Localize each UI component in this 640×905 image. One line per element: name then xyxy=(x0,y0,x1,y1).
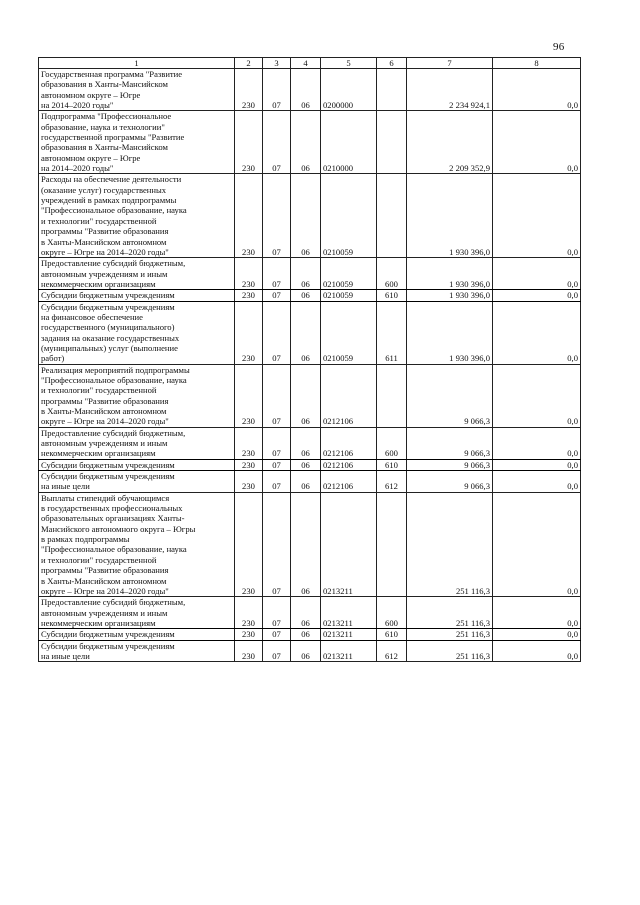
subsection-code-cell: 06 xyxy=(291,459,321,470)
amount-secondary-cell: 0,0 xyxy=(493,640,581,662)
row-name-cell: Предоставление субсидий бюджетным, автономным учреждениям и иным некоммерческим организациям xyxy=(39,258,235,290)
admin-code-cell: 230 xyxy=(235,258,263,290)
section-code-cell: 07 xyxy=(263,69,291,111)
page-number: 96 xyxy=(553,41,565,53)
section-code-cell: 07 xyxy=(263,492,291,596)
amount-cell: 9 066,3 xyxy=(407,471,493,493)
header-cell: 6 xyxy=(377,58,407,69)
subsection-code-cell: 06 xyxy=(291,258,321,290)
row-name-cell: Расходы на обеспечение деятельности (оказание услуг) государственных учреждений в рамках подпрограммы "Профессиональное образование, наука и технологии" государственной программы "Развитие образования в Ханты-Мансийском автономном округе – Югре на 2014–2020 годы" xyxy=(39,174,235,258)
table-row xyxy=(39,174,581,258)
section-code-cell: 07 xyxy=(263,597,291,629)
table-body xyxy=(39,69,581,662)
subsection-code-cell: 06 xyxy=(291,471,321,493)
table-row xyxy=(39,258,581,290)
admin-code-cell: 230 xyxy=(235,459,263,470)
header-cell: 1 xyxy=(39,58,235,69)
target-article-cell: 0210059 xyxy=(321,301,377,364)
row-name-cell: Субсидии бюджетным учреждениям xyxy=(39,290,235,301)
table-row xyxy=(39,471,581,493)
amount-secondary-cell: 0,0 xyxy=(493,459,581,470)
amount-secondary-cell: 0,0 xyxy=(493,69,581,111)
header-row xyxy=(39,58,581,69)
budget-table xyxy=(38,57,581,662)
expense-type-cell: 600 xyxy=(377,258,407,290)
subsection-code-cell: 06 xyxy=(291,174,321,258)
table-row xyxy=(39,629,581,640)
row-name-cell: Субсидии бюджетным учреждениям xyxy=(39,459,235,470)
section-code-cell: 07 xyxy=(263,427,291,459)
expense-type-cell xyxy=(377,492,407,596)
section-code-cell: 07 xyxy=(263,629,291,640)
admin-code-cell: 230 xyxy=(235,364,263,427)
expense-type-cell: 610 xyxy=(377,459,407,470)
expense-type-cell: 600 xyxy=(377,597,407,629)
table-row xyxy=(39,640,581,662)
admin-code-cell: 230 xyxy=(235,471,263,493)
amount-secondary-cell: 0,0 xyxy=(493,427,581,459)
table-row xyxy=(39,111,581,174)
admin-code-cell: 230 xyxy=(235,69,263,111)
header-cell: 4 xyxy=(291,58,321,69)
amount-secondary-cell: 0,0 xyxy=(493,301,581,364)
amount-secondary-cell: 0,0 xyxy=(493,597,581,629)
expense-type-cell: 600 xyxy=(377,427,407,459)
subsection-code-cell: 06 xyxy=(291,629,321,640)
table-row xyxy=(39,597,581,629)
subsection-code-cell: 06 xyxy=(291,492,321,596)
header-cell: 7 xyxy=(407,58,493,69)
header-cell: 2 xyxy=(235,58,263,69)
admin-code-cell: 230 xyxy=(235,629,263,640)
subsection-code-cell: 06 xyxy=(291,427,321,459)
amount-cell: 2 209 352,9 xyxy=(407,111,493,174)
target-article-cell: 0213211 xyxy=(321,629,377,640)
subsection-code-cell: 06 xyxy=(291,290,321,301)
header-cell: 5 xyxy=(321,58,377,69)
header-cell: 3 xyxy=(263,58,291,69)
row-name-cell: Субсидии бюджетным учреждениям на иные цели xyxy=(39,640,235,662)
section-code-cell: 07 xyxy=(263,459,291,470)
amount-secondary-cell: 0,0 xyxy=(493,174,581,258)
amount-cell: 9 066,3 xyxy=(407,459,493,470)
amount-cell: 251 116,3 xyxy=(407,629,493,640)
expense-type-cell xyxy=(377,364,407,427)
amount-secondary-cell: 0,0 xyxy=(493,290,581,301)
target-article-cell: 0212106 xyxy=(321,459,377,470)
table-row xyxy=(39,364,581,427)
row-name-cell: Подпрограмма "Профессиональное образование, наука и технологии" государственной программы "Развитие образования в Ханты-Мансийском автономном округе – Югре на 2014–2020 годы" xyxy=(39,111,235,174)
subsection-code-cell: 06 xyxy=(291,597,321,629)
subsection-code-cell: 06 xyxy=(291,640,321,662)
amount-cell: 1 930 396,0 xyxy=(407,290,493,301)
amount-cell: 9 066,3 xyxy=(407,364,493,427)
expense-type-cell: 612 xyxy=(377,471,407,493)
admin-code-cell: 230 xyxy=(235,301,263,364)
amount-secondary-cell: 0,0 xyxy=(493,111,581,174)
target-article-cell: 0210000 xyxy=(321,111,377,174)
expense-type-cell xyxy=(377,69,407,111)
expense-type-cell xyxy=(377,174,407,258)
row-name-cell: Субсидии бюджетным учреждениям xyxy=(39,629,235,640)
admin-code-cell: 230 xyxy=(235,290,263,301)
table-row xyxy=(39,492,581,596)
amount-secondary-cell: 0,0 xyxy=(493,364,581,427)
section-code-cell: 07 xyxy=(263,364,291,427)
target-article-cell: 0213211 xyxy=(321,492,377,596)
subsection-code-cell: 06 xyxy=(291,301,321,364)
target-article-cell: 0210059 xyxy=(321,290,377,301)
expense-type-cell xyxy=(377,111,407,174)
target-article-cell: 0200000 xyxy=(321,69,377,111)
section-code-cell: 07 xyxy=(263,640,291,662)
target-article-cell: 0212106 xyxy=(321,427,377,459)
expense-type-cell: 611 xyxy=(377,301,407,364)
amount-cell: 1 930 396,0 xyxy=(407,301,493,364)
table-row xyxy=(39,290,581,301)
amount-cell: 251 116,3 xyxy=(407,640,493,662)
subsection-code-cell: 06 xyxy=(291,364,321,427)
table-row xyxy=(39,459,581,470)
target-article-cell: 0213211 xyxy=(321,597,377,629)
target-article-cell: 0212106 xyxy=(321,364,377,427)
amount-cell: 251 116,3 xyxy=(407,597,493,629)
admin-code-cell: 230 xyxy=(235,427,263,459)
section-code-cell: 07 xyxy=(263,290,291,301)
target-article-cell: 0212106 xyxy=(321,471,377,493)
subsection-code-cell: 06 xyxy=(291,69,321,111)
table-row xyxy=(39,301,581,364)
subsection-code-cell: 06 xyxy=(291,111,321,174)
header-cell: 8 xyxy=(493,58,581,69)
target-article-cell: 0210059 xyxy=(321,174,377,258)
row-name-cell: Субсидии бюджетным учреждениям на иные цели xyxy=(39,471,235,493)
admin-code-cell: 230 xyxy=(235,174,263,258)
amount-secondary-cell: 0,0 xyxy=(493,629,581,640)
amount-cell: 2 234 924,1 xyxy=(407,69,493,111)
amount-secondary-cell: 0,0 xyxy=(493,471,581,493)
row-name-cell: Государственная программа "Развитие образования в Ханты-Мансийском автономном округе – Югре на 2014–2020 годы" xyxy=(39,69,235,111)
section-code-cell: 07 xyxy=(263,111,291,174)
amount-cell: 251 116,3 xyxy=(407,492,493,596)
target-article-cell: 0213211 xyxy=(321,640,377,662)
amount-secondary-cell: 0,0 xyxy=(493,492,581,596)
admin-code-cell: 230 xyxy=(235,492,263,596)
row-name-cell: Предоставление субсидий бюджетным, автономным учреждениям и иным некоммерческим организациям xyxy=(39,427,235,459)
amount-cell: 9 066,3 xyxy=(407,427,493,459)
table-row xyxy=(39,69,581,111)
expense-type-cell: 610 xyxy=(377,290,407,301)
section-code-cell: 07 xyxy=(263,174,291,258)
section-code-cell: 07 xyxy=(263,258,291,290)
amount-secondary-cell: 0,0 xyxy=(493,258,581,290)
amount-cell: 1 930 396,0 xyxy=(407,258,493,290)
section-code-cell: 07 xyxy=(263,471,291,493)
section-code-cell: 07 xyxy=(263,301,291,364)
target-article-cell: 0210059 xyxy=(321,258,377,290)
admin-code-cell: 230 xyxy=(235,597,263,629)
row-name-cell: Выплаты стипендий обучающимся в государственных профессиональных образовательных организациях Ханты- Мансийского автономного округа – Югры в рамках подпрограммы "Профессиональное образование, наука и технологии" государственной программы "Развитие образования в Ханты-Мансийском автономном округе – Югре на 2014–2020 годы" xyxy=(39,492,235,596)
admin-code-cell: 230 xyxy=(235,640,263,662)
row-name-cell: Реализация мероприятий подпрограммы "Профессиональное образование, наука и технологии" государственной программы "Развитие образования в Ханты-Мансийском автономном округе – Югре на 2014–2020 годы" xyxy=(39,364,235,427)
expense-type-cell: 610 xyxy=(377,629,407,640)
amount-cell: 1 930 396,0 xyxy=(407,174,493,258)
row-name-cell: Предоставление субсидий бюджетным, автономным учреждениям и иным некоммерческим организациям xyxy=(39,597,235,629)
expense-type-cell: 612 xyxy=(377,640,407,662)
admin-code-cell: 230 xyxy=(235,111,263,174)
row-name-cell: Субсидии бюджетным учреждениям на финансовое обеспечение государственного (муниципального) задания на оказание государственных (муниципальных) услуг (выполнение работ) xyxy=(39,301,235,364)
table-row xyxy=(39,427,581,459)
